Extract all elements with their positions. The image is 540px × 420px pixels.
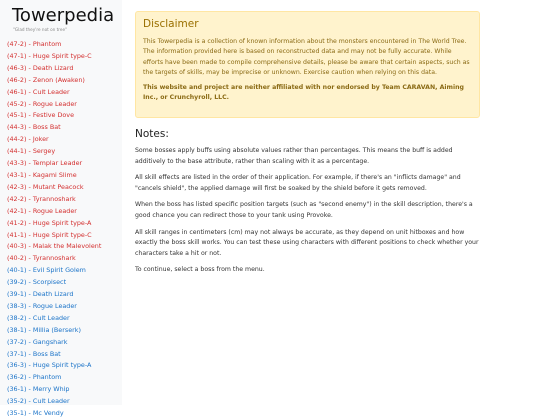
notes-title: Notes: — [135, 128, 169, 140]
note-paragraph: To continue, select a boss from the menu. — [135, 266, 265, 274]
boss-list-item — [7, 110, 122, 122]
boss-list-item — [7, 277, 122, 289]
boss-link[interactable]: (46-3) - Death Lizard — [7, 63, 74, 72]
boss-link[interactable]: (36-1) - Merry Whip — [7, 385, 70, 394]
boss-list-item — [7, 253, 122, 265]
boss-link[interactable]: (43-1) - Kagami Slime — [7, 170, 77, 179]
boss-link[interactable]: (45-2) - Rogue Leader — [7, 99, 77, 108]
boss-list-item — [7, 360, 122, 372]
boss-list-item — [7, 194, 122, 206]
boss-link[interactable]: (47-2) - Phantom — [7, 40, 62, 48]
boss-list-item — [7, 230, 122, 242]
boss-list-item — [7, 289, 122, 301]
boss-link[interactable]: (35-1) - Mc Vendy — [7, 409, 64, 418]
boss-link[interactable]: (40-3) - Malak the Malevolent — [7, 242, 102, 251]
disclaimer-text: This Towerpedia is a collection of known information about the monsters encountered in The World Tree. The information provided here is based on reconstructed data and may not be fully accurate. While efforts have been made to compile comprehensive details, please be aware that certain aspects, such as the targets of skills, may be imprecise or unknown. Exercise caution when relying on this data. — [143, 38, 470, 77]
boss-link[interactable]: (38-3) - Rogue Leader — [7, 301, 77, 310]
boss-list-item — [7, 408, 122, 420]
boss-list-item — [7, 134, 122, 146]
note-paragraph: All skill effects are listed in the order of their application. For example, if there's an "inflicts damage" and "cancels shield", the applied damage will first be soaked by the shield before it gets removed. — [135, 174, 461, 192]
boss-link[interactable]: (45-1) - Festive Dove — [7, 111, 75, 120]
boss-link[interactable]: (37-1) - Boss Bat — [7, 349, 61, 358]
boss-link[interactable]: (38-2) - Cult Leader — [7, 313, 70, 322]
sidebar — [0, 0, 122, 418]
disclaimer-title: Disclaimer — [143, 18, 199, 30]
boss-list-item — [7, 301, 122, 313]
boss-link[interactable]: (38-1) - Millia (Berserk) — [7, 325, 81, 334]
boss-list-item — [7, 325, 122, 337]
boss-link[interactable]: (36-2) - Phantom — [7, 373, 62, 382]
boss-link[interactable]: (42-3) - Mutant Peacock — [7, 182, 84, 191]
boss-link[interactable]: (44-1) - Sergey — [7, 147, 56, 156]
boss-list-item — [7, 182, 122, 194]
boss-list-item — [7, 384, 122, 396]
note-paragraph: When the boss has listed specific position targets (such as "second enemy") in the skill description, there's a good chance you can redirect those to your tank using Provoke. — [135, 201, 473, 219]
boss-list-item — [7, 313, 122, 325]
boss-link[interactable]: (42-2) - Tyrannoshark — [7, 194, 76, 203]
boss-link[interactable]: (40-1) - Evil Spirit Golem — [7, 266, 86, 275]
boss-link[interactable]: (35-2) - Cult Leader — [7, 397, 70, 406]
boss-list — [7, 39, 122, 420]
boss-list-item — [7, 206, 122, 218]
boss-link[interactable]: (37-2) - Gangshark — [7, 337, 68, 346]
boss-list-item — [7, 39, 122, 51]
boss-link[interactable]: (40-2) - Tyrannoshark — [7, 254, 76, 263]
boss-list-item — [7, 265, 122, 277]
site-tagline: "Glad they're not on tree" — [13, 27, 68, 32]
boss-list-item — [7, 63, 122, 75]
boss-link[interactable]: (44-2) - Joker — [7, 135, 49, 144]
boss-link[interactable]: (46-1) - Cult Leader — [7, 87, 70, 96]
boss-link[interactable]: (41-1) - Huge Spirit type-C — [7, 230, 92, 239]
boss-link[interactable]: (39-2) - Scorpisect — [7, 278, 67, 287]
boss-list-item — [7, 372, 122, 384]
main-content — [135, 11, 480, 282]
boss-link[interactable]: (46-2) - Zenon (Awaken) — [7, 75, 85, 84]
boss-list-item — [7, 396, 122, 408]
boss-list-item — [7, 87, 122, 99]
note-paragraph: Some bosses apply buffs using absolute values rather than percentages. This means the buff is added additively to the base attribute, rather than scaling with it as a percentage. — [135, 147, 453, 165]
boss-list-item — [7, 51, 122, 63]
disclaimer-box — [135, 11, 480, 118]
boss-link[interactable]: (44-3) - Boss Bat — [7, 123, 61, 132]
boss-list-item — [7, 75, 122, 87]
boss-link[interactable]: (47-1) - Huge Spirit type-C — [7, 51, 92, 60]
boss-list-item — [7, 241, 122, 253]
boss-list-item — [7, 218, 122, 230]
boss-list-item — [7, 146, 122, 158]
boss-link[interactable]: (41-2) - Huge Spirit type-A — [7, 218, 92, 227]
boss-link[interactable]: (43-3) - Templar Leader — [7, 159, 83, 168]
boss-link[interactable]: (42-1) - Rogue Leader — [7, 206, 77, 215]
site-title[interactable]: Towerpedia — [12, 5, 115, 26]
affiliation-notice: This website and project are neither affiliated with nor endorsed by Team CARAVAN, Aiming Inc., or Crunchyroll, LLC. — [143, 83, 464, 102]
boss-list-item — [7, 337, 122, 349]
note-paragraph: All skill ranges in centimeters (cm) may not always be accurate, as they depend on unit hitboxes and how exactly the boss skill works. You can test these using characters with different positions to check whether your characters take a hit or not. — [135, 228, 479, 257]
boss-list-item — [7, 158, 122, 170]
boss-list-item — [7, 170, 122, 182]
boss-list-item — [7, 99, 122, 111]
boss-list-item — [7, 122, 122, 134]
boss-link[interactable]: (39-1) - Death Lizard — [7, 290, 74, 299]
boss-link[interactable]: (36-3) - Huge Spirit type-A — [7, 361, 92, 370]
boss-list-item — [7, 349, 122, 361]
